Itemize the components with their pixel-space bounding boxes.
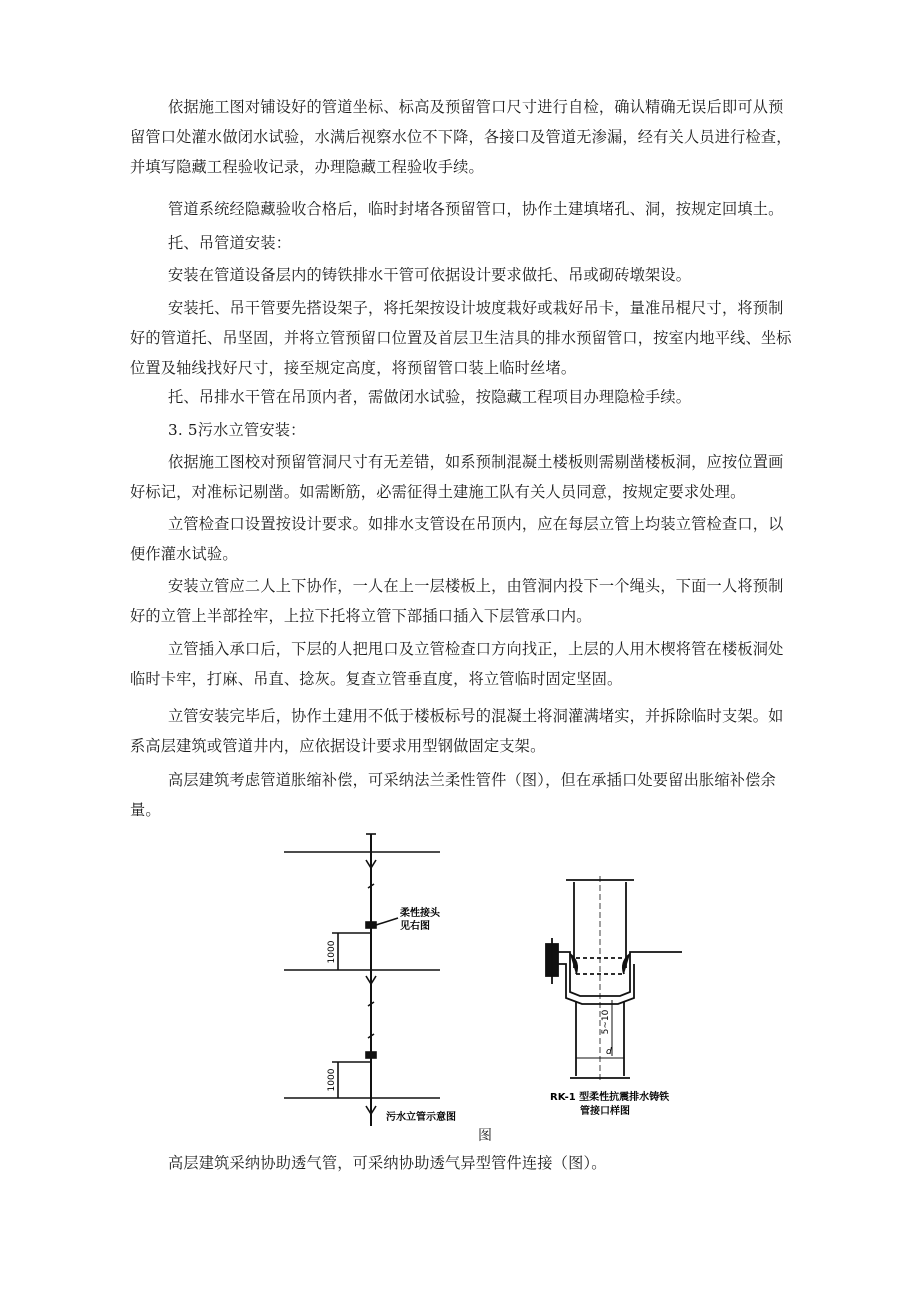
paragraph-vent-pipe: 高层建筑采纳协助透气管，可采纳协助透气异型管件连接（图）。: [168, 1154, 607, 1172]
right-caption-line2: 管接口样图: [580, 1106, 630, 1117]
paragraph-equipment-layer: 安装在管道设备层内的铸铁排水干管可依据设计要求做托、吊或砌砖墩架设。: [168, 266, 692, 284]
paragraph-check-holes: 依据施工图校对预留管洞尺寸有无差错，如系预制混凝土楼板则需剔凿楼板洞，应按位置画好标记，对准标记剔凿。如需断筋，必需征得土建施工队有关人员同意，按规定要求处理。: [130, 453, 784, 501]
paragraph-self-check: 依据施工图对铺设好的管道坐标、标高及预留管口尺寸进行自检，确认精确无误后即可从预留管口处灌水做闭水试验，水满后视察水位不下降，各接口及管道无渗漏，经有关人员进行检查，并填写隐藏工程验收记录，办理隐藏工程验收手续。: [130, 98, 792, 176]
figure-caption: 图: [478, 1128, 492, 1144]
right-dim: 5~10: [601, 1009, 611, 1035]
paragraph-heading-riser: 3. 5污水立管安装：: [168, 421, 306, 439]
dim-upper: 1000: [327, 940, 337, 964]
right-joint-diagram: [546, 876, 682, 1082]
paragraph-heading-hanging: 托、吊管道安装：: [168, 234, 292, 252]
dim-lower: 1000: [327, 1068, 337, 1092]
paragraph-ceiling-test: 托、吊排水干管在吊顶内者，需做闭水试验，按隐藏工程项目办理隐检手续。: [168, 388, 692, 406]
paragraph-alignment: 立管插入承口后，下层的人把甩口及立管检查口方向找正，上层的人用木楔将管在楼板洞处临时卡牢，打麻、吊直、捻灰。复查立管垂直度，将立管临时固定坚固。: [130, 640, 784, 688]
paragraph-inspection-port: 立管检查口设置按设计要求。如排水支管设在吊顶内，应在每层立管上均装立管检查口，以便作灌水试验。: [130, 515, 784, 563]
paragraph-expansion: 高层建筑考虑管道胀缩补偿，可采纳法兰柔性管件（图），但在承插口处要留出胀缩补偿余量。: [130, 771, 776, 819]
left-caption: 污水立管示意图: [386, 1112, 456, 1123]
paragraph-seal-openings: 管道系统经隐藏验收合格后，临时封堵各预留管口，协作土建填堵孔、洞，按规定回填土。: [168, 200, 784, 218]
right-caption-line1: RK-1 型柔性抗震排水铸铁: [550, 1092, 670, 1103]
left-label-line2: 见右图: [400, 921, 430, 932]
left-riser-diagram: [284, 834, 440, 1126]
pipe-figure: [270, 826, 730, 1150]
paragraph-install-hanging: 安装托、吊干管要先搭设架子，将托架按设计坡度栽好或栽好吊卡，量准吊棍尺寸，将预制好的管道托、吊坚固，并将立管预留口位置及首层卫生洁具的排水预留管口，按室内地平线、坐标位置及轴线找好尺寸，接至规定高度，将预留管口装上临时丝堵。: [130, 299, 792, 377]
paragraph-two-person: 安装立管应二人上下协作，一人在上一层楼板上，由管洞内投下一个绳头，下面一人将预制好的立管上半部拴牢，上拉下托将立管下部插口插入下层管承口内。: [130, 577, 784, 625]
paragraph-concrete-fill: 立管安装完毕后，协作土建用不低于楼板标号的混凝土将洞灌满堵实，并拆除临时支架。如系高层建筑或管道井内，应依据设计要求用型钢做固定支架。: [130, 707, 784, 755]
left-label-line1: 柔性接头: [400, 908, 440, 919]
right-d: d: [606, 1047, 612, 1057]
